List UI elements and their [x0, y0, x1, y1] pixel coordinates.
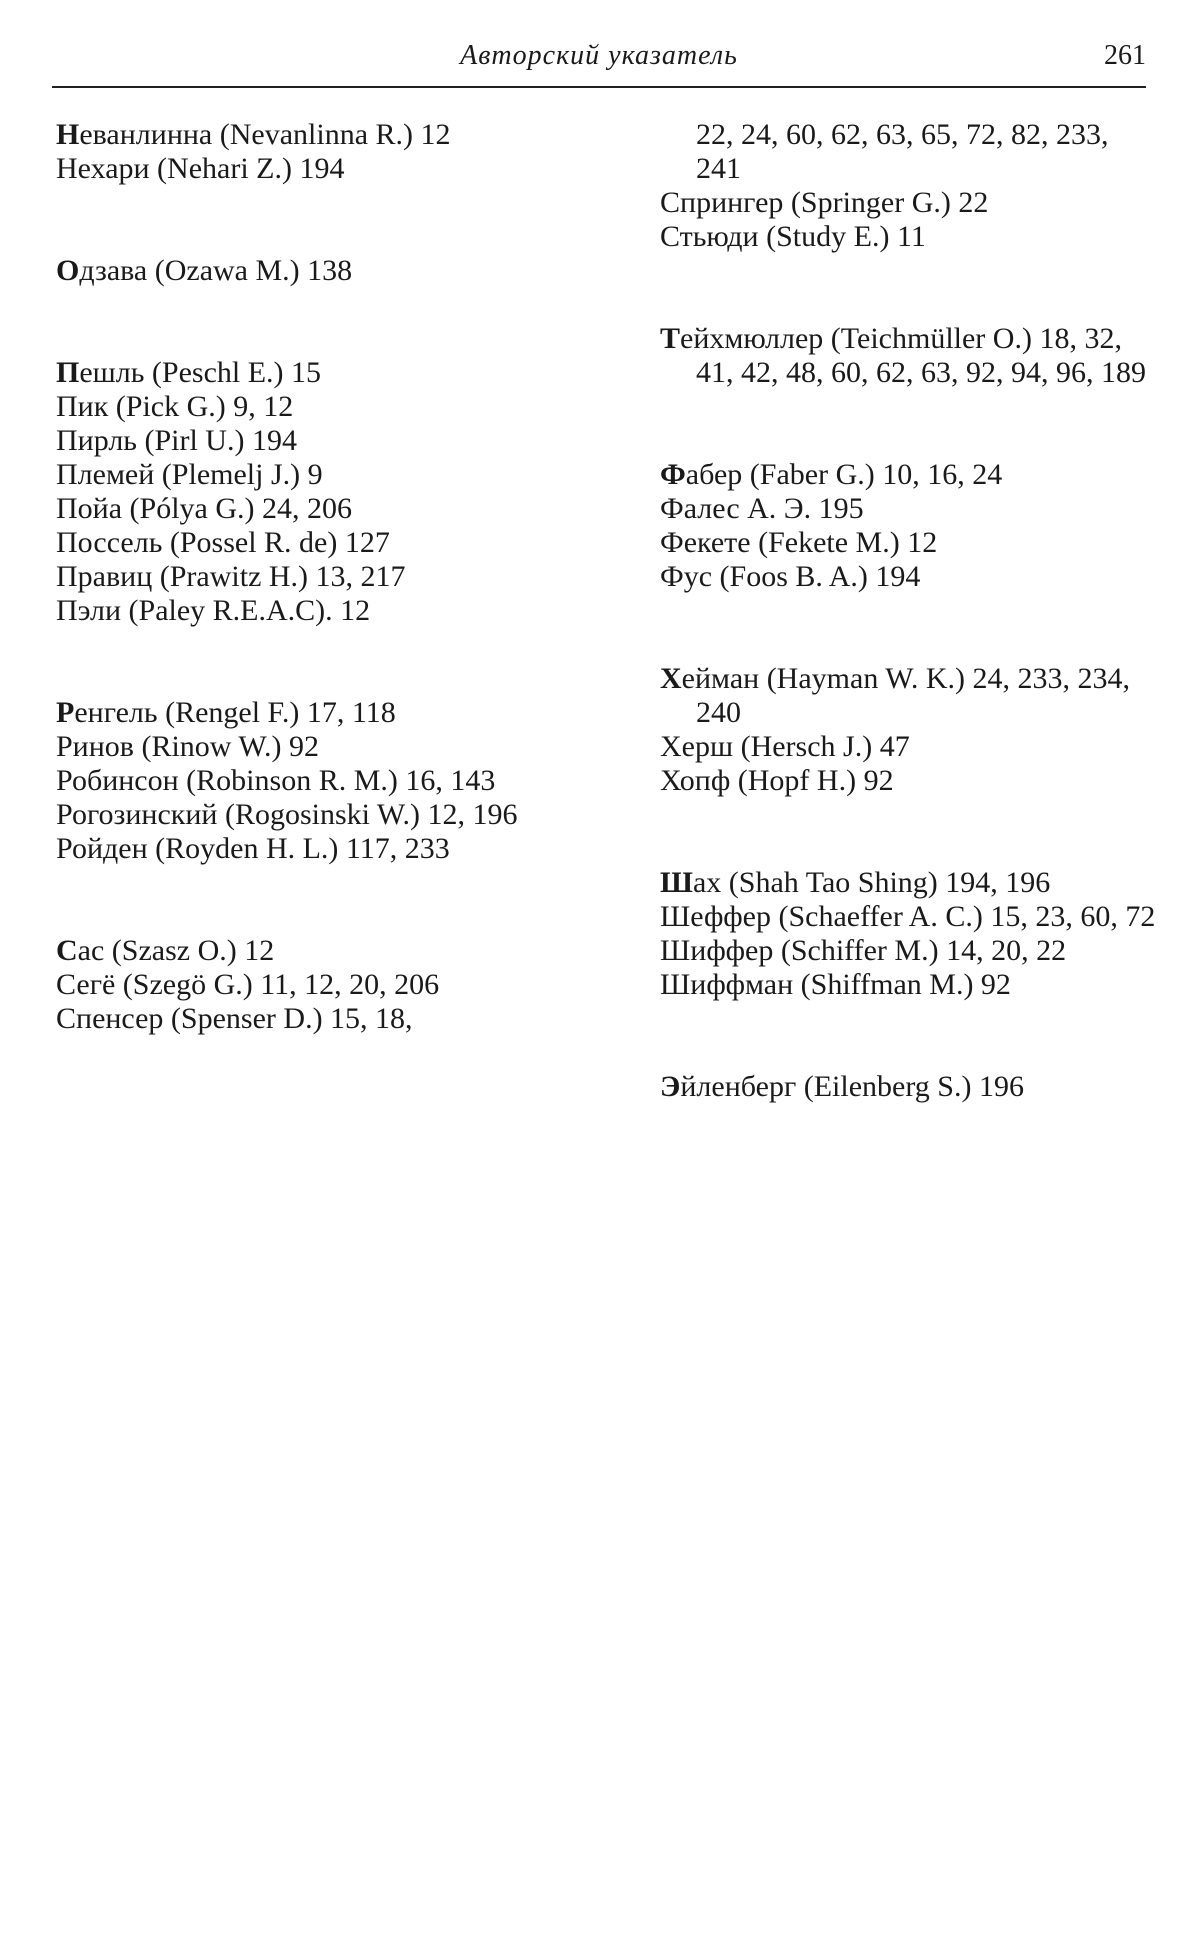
letter-group-gap: [660, 390, 1160, 458]
entry-text: абер (Faber G.) 10, 16, 24: [685, 458, 1003, 491]
entry-text: Шиффер (Schiffer M.) 14, 20, 22: [660, 934, 1067, 967]
index-entry: [56, 152, 556, 186]
index-entry: [56, 118, 556, 152]
entry-initial-letter: Х: [660, 662, 682, 695]
entry-text: Ройден (Royden H. L.) 117, 233: [56, 832, 450, 865]
entry-text: Шеффер (Schaeffer A. C.) 15, 23, 60, 72: [660, 900, 1156, 933]
entry-text: ейман (Hayman W. K.) 24, 233, 234, 240: [681, 662, 1130, 729]
entry-initial-letter: Н: [56, 118, 80, 151]
entry-text: Стьюди (Study E.) 11: [660, 220, 926, 253]
index-entry: [660, 118, 1160, 186]
entry-initial-letter: С: [56, 934, 78, 967]
entry-text: Спрингер (Springer G.) 22: [660, 186, 989, 219]
entry-initial-letter: О: [56, 254, 80, 287]
index-entry: [56, 492, 556, 526]
running-title: Авторский указатель: [460, 40, 738, 71]
entry-text: ешль (Peschl E.) 15: [79, 356, 322, 389]
index-entry: [660, 322, 1160, 390]
entry-text: Рогозинский (Rogosinski W.) 12, 196: [56, 798, 518, 831]
index-entry: [56, 458, 556, 492]
entry-initial-letter: П: [56, 356, 80, 389]
index-entry: [56, 968, 556, 1002]
entry-initial-letter: Э: [660, 1070, 681, 1103]
letter-group-gap: [660, 798, 1160, 866]
entry-text: Пирль (Pirl U.) 194: [56, 424, 297, 457]
index-entry: [56, 832, 556, 866]
entry-initial-letter: Р: [56, 696, 75, 729]
letter-group-gap: [56, 628, 556, 696]
right-index-column: [660, 118, 1160, 1104]
index-entry: [56, 390, 556, 424]
index-entry: [660, 866, 1160, 900]
index-entry: [660, 764, 1160, 798]
entry-text: 22, 24, 60, 62, 63, 65, 72, 82, 233, 241: [696, 118, 1109, 185]
entry-text: Фус (Foos B. A.) 194: [660, 560, 921, 593]
index-entry: [660, 186, 1160, 220]
entry-text: еванлинна (Nevanlinna R.) 12: [79, 118, 451, 151]
letter-group-gap: [56, 288, 556, 356]
index-entry: [56, 560, 556, 594]
entry-text: ейхмюллер (Teichmüller O.) 18, 32, 41, 42, 48, 60, 62, 63, 92, 94, 96, 189: [680, 322, 1146, 389]
index-entry: [660, 220, 1160, 254]
entry-text: Фекете (Fekete M.) 12: [660, 526, 938, 559]
entry-text: енгель (Rengel F.) 17, 118: [74, 696, 396, 729]
index-entry: [660, 492, 1160, 526]
index-entry: [56, 594, 556, 628]
entry-text: Фалес А. Э. 195: [660, 492, 864, 525]
page-number: 261: [1104, 40, 1146, 71]
entry-text: Спенсер (Spenser D.) 15, 18,: [56, 1002, 413, 1035]
index-entry: [56, 356, 556, 390]
entry-initial-letter: Т: [660, 322, 681, 355]
index-entry: [660, 560, 1160, 594]
index-entry: [56, 696, 556, 730]
index-entry: [56, 254, 556, 288]
index-entry: [660, 934, 1160, 968]
entry-text: Племей (Plemelj J.) 9: [56, 458, 323, 491]
entry-text: Сегё (Szegö G.) 11, 12, 20, 206: [56, 968, 440, 1001]
index-entry: [56, 798, 556, 832]
letter-group-gap: [660, 1002, 1160, 1070]
index-entry: [660, 900, 1160, 934]
entry-initial-letter: Ф: [660, 458, 686, 491]
index-entry: [56, 526, 556, 560]
entry-text: дзава (Ozawa M.) 138: [79, 254, 353, 287]
letter-group-gap: [56, 866, 556, 934]
entry-text: Пэли (Paley R.E.A.C). 12: [56, 594, 371, 627]
entry-text: Хопф (Hopf H.) 92: [660, 764, 894, 797]
entry-text: йленберг (Eilenberg S.) 196: [680, 1070, 1024, 1103]
index-entry: [660, 968, 1160, 1002]
entry-text: Пойа (Pólya G.) 24, 206: [56, 492, 353, 525]
index-entry: [56, 424, 556, 458]
index-entry: [660, 730, 1160, 764]
index-entry: [56, 1002, 556, 1036]
entry-text: Правиц (Prawitz H.) 13, 217: [56, 560, 406, 593]
index-entry: [56, 730, 556, 764]
running-header: [52, 36, 1146, 88]
index-entry: [56, 934, 556, 968]
entry-text: Робинсон (Robinson R. M.) 16, 143: [56, 764, 496, 797]
letter-group-gap: [56, 186, 556, 254]
entry-text: ас (Szasz O.) 12: [77, 934, 275, 967]
index-entry: [56, 764, 556, 798]
index-entry: [660, 526, 1160, 560]
entry-text: Шиффман (Shiffman M.) 92: [660, 968, 1011, 1001]
letter-group-gap: [660, 254, 1160, 322]
entry-text: Ринов (Rinow W.) 92: [56, 730, 319, 763]
entry-initial-letter: Ш: [660, 866, 693, 899]
entry-text: Херш (Hersch J.) 47: [660, 730, 910, 763]
entry-text: Пик (Pick G.) 9, 12: [56, 390, 294, 423]
left-index-column: [56, 118, 556, 1036]
entry-text: ах (Shah Tao Shing) 194, 196: [692, 866, 1051, 899]
entry-text: Нехари (Nehari Z.) 194: [56, 152, 345, 185]
entry-text: Поссель (Possel R. de) 127: [56, 526, 390, 559]
index-entry: [660, 458, 1160, 492]
letter-group-gap: [660, 594, 1160, 662]
index-entry: [660, 662, 1160, 730]
index-entry: [660, 1070, 1160, 1104]
